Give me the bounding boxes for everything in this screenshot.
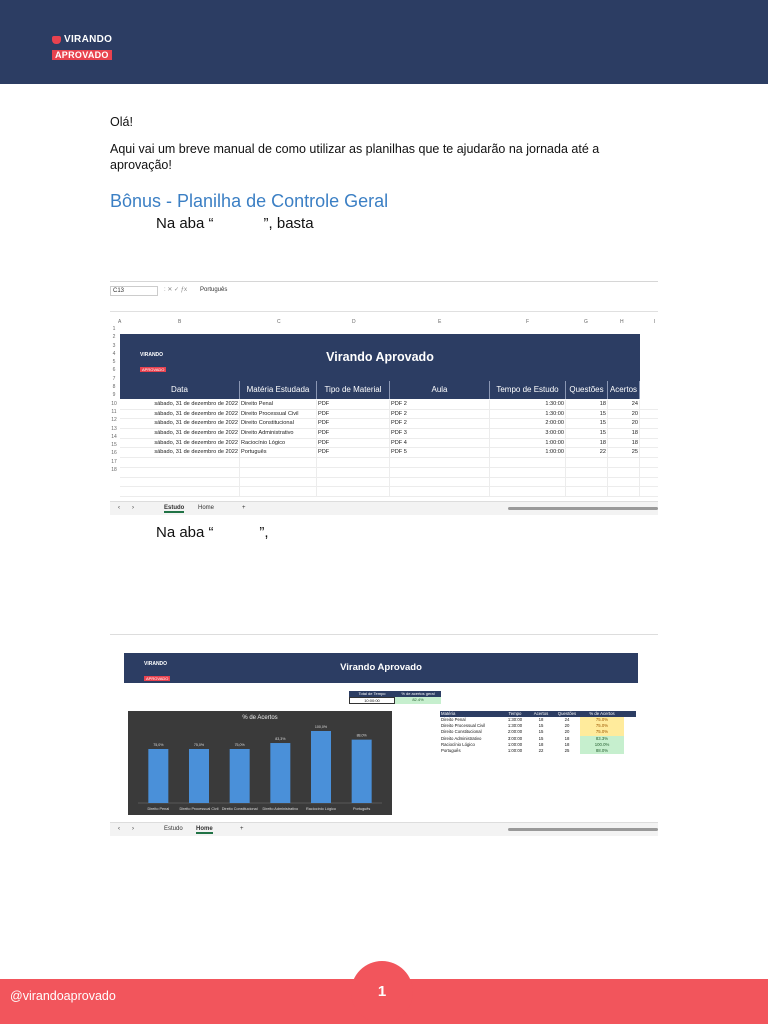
col-g[interactable]: G (584, 319, 588, 325)
home-banner (124, 653, 638, 683)
table-cell[interactable]: 15 (566, 419, 608, 428)
table-row (120, 478, 658, 488)
table-cell[interactable] (566, 487, 608, 496)
th-pct-acertos[interactable]: % de Acertos (589, 711, 615, 716)
formula-bar (110, 282, 658, 312)
chart-data-label: 100,0% (314, 725, 328, 729)
row-number[interactable]: 7 (112, 375, 116, 382)
summary-cell[interactable]: 22 (538, 747, 544, 753)
next-sheet-icon[interactable]: › (132, 826, 134, 832)
table-cell[interactable]: 18 (566, 400, 608, 409)
summary-cell[interactable]: 75.0% (580, 729, 624, 735)
row-number[interactable]: 17 (111, 458, 117, 465)
table-cell[interactable]: PDF 5 (390, 448, 490, 457)
row-number[interactable]: 12 (111, 417, 117, 424)
th-aula[interactable]: Aula (390, 381, 490, 399)
table-cell[interactable]: 18 (566, 439, 608, 448)
table-cell[interactable] (608, 478, 640, 487)
header-band (0, 0, 768, 84)
table-cell[interactable]: PDF 2 (390, 419, 490, 428)
kpi-accuracy-value[interactable]: 82.4% (395, 697, 441, 704)
chart-category-label: Português (353, 807, 371, 811)
table-cell[interactable]: sábado, 31 de dezembro de 2022 (120, 410, 240, 419)
chart-bar[interactable] (189, 749, 209, 803)
table-row (120, 468, 658, 478)
chart-data-label: 83,3% (275, 737, 286, 742)
th-acertos[interactable]: Acertos (533, 711, 549, 716)
table-cell[interactable] (608, 468, 640, 477)
row-number[interactable]: 11 (111, 408, 117, 415)
add-sheet-button[interactable]: + (242, 505, 246, 511)
table-cell[interactable]: 25 (608, 448, 640, 457)
table-cell[interactable]: sábado, 31 de dezembro de 2022 (120, 448, 240, 457)
chart-data-label: 75,0% (193, 743, 205, 747)
tab-estudo[interactable]: Estudo (164, 826, 183, 832)
table-cell[interactable]: PDF 2 (390, 400, 490, 409)
table-cell[interactable]: Português (240, 448, 317, 457)
table-row (120, 448, 658, 458)
col-a[interactable]: A (118, 319, 122, 325)
chart-bar[interactable] (148, 749, 168, 803)
table-row (120, 410, 658, 420)
table-cell[interactable]: PDF 4 (390, 439, 490, 448)
summary-cell[interactable]: 75.0% (580, 723, 624, 729)
th-tempo[interactable]: Tempo de Estudo (490, 381, 566, 399)
horizontal-scrollbar[interactable] (508, 828, 658, 831)
table-cell[interactable] (608, 458, 640, 467)
home-logo-line1: VIRANDO (144, 661, 168, 667)
summary-cell[interactable]: 2:00:00 (507, 729, 523, 735)
row-number[interactable]: 2 (112, 334, 116, 341)
home-logo-line2: APROVADO (146, 676, 169, 681)
logo (52, 34, 112, 63)
formula-value[interactable]: Português (200, 287, 228, 293)
th-data[interactable]: Data (120, 381, 240, 399)
col-c[interactable]: C (277, 319, 281, 325)
kpi-total-time-value[interactable]: 10:00:00 (349, 697, 395, 704)
summary-cell[interactable]: 18 (564, 735, 570, 741)
intro-text: Aqui vai um breve manual de como utilizar as planilhas que te ajudarão na jornada até a aprovação! (110, 142, 600, 172)
table-cell[interactable]: 22 (566, 448, 608, 457)
table-cell[interactable]: sábado, 31 de dezembro de 2022 (120, 439, 240, 448)
summary-cell[interactable]: Raciocínio Lógico (441, 741, 475, 747)
table-cell[interactable] (240, 478, 317, 487)
chart-bar[interactable] (352, 740, 372, 803)
table-cell[interactable]: 18 (608, 439, 640, 448)
col-e[interactable]: E (438, 319, 442, 325)
col-b[interactable]: B (178, 319, 182, 325)
table-cell[interactable]: 1:00:00 (490, 439, 566, 448)
step-2-text: Na aba “ ”, (156, 524, 269, 541)
row-number[interactable]: 15 (111, 442, 117, 449)
table-cell[interactable] (490, 458, 566, 467)
table-cell[interactable] (317, 487, 390, 496)
summary-cell[interactable]: 20 (564, 723, 570, 729)
chart-data-label: 75,0% (153, 743, 164, 747)
row-number[interactable]: 10 (111, 400, 117, 407)
section-title: Bônus - Planilha de Controle Geral (110, 191, 389, 211)
table-cell[interactable]: PDF (317, 400, 390, 409)
table-cell[interactable] (390, 478, 490, 487)
summary-cell[interactable]: 15 (538, 729, 544, 735)
summary-cell[interactable]: 15 (538, 735, 544, 741)
sheet-logo-line1: VIRANDO (140, 352, 164, 358)
table-cell[interactable]: sábado, 31 de dezembro de 2022 (120, 400, 240, 409)
spreadsheet-home (110, 634, 658, 836)
logo-line2: APROVADO (52, 50, 112, 60)
table-cell[interactable] (608, 487, 640, 496)
column-headers (110, 318, 658, 326)
table-cell[interactable]: 24 (608, 400, 640, 409)
table-cell[interactable] (317, 468, 390, 477)
table-row (120, 400, 658, 410)
summary-cell[interactable]: 88.0% (580, 748, 624, 754)
summary-cell[interactable]: Direito Constitucional (441, 729, 482, 735)
table-row (120, 487, 658, 497)
table-cell[interactable]: 20 (608, 419, 640, 428)
table-cell[interactable]: PDF (317, 448, 390, 457)
summary-cell[interactable]: 3:00:00 (507, 735, 523, 741)
table-cell[interactable] (240, 468, 317, 477)
summary-cell[interactable]: 83.3% (580, 736, 624, 742)
tab-estudo[interactable]: Estudo (164, 505, 185, 511)
col-h[interactable]: H (620, 319, 624, 325)
prev-sheet-icon[interactable]: ‹ (118, 505, 120, 511)
summary-cell[interactable]: 1:00:00 (507, 741, 523, 747)
chart-bar[interactable] (230, 749, 250, 803)
table-cell[interactable] (120, 468, 240, 477)
table-cell[interactable] (120, 478, 240, 487)
summary-cell[interactable]: 24 (564, 717, 570, 722)
summary-cell[interactable]: 75.0% (580, 717, 624, 723)
home-banner-title: Virando Aprovado (340, 662, 422, 673)
table-cell[interactable] (317, 478, 390, 487)
th-tempo[interactable]: Tempo (508, 711, 522, 716)
sheet-logo-line2: APROVADO (142, 367, 165, 372)
table-cell[interactable] (490, 478, 566, 487)
table-cell[interactable]: 1:30:00 (490, 410, 566, 419)
table-cell[interactable] (390, 487, 490, 496)
row-number[interactable]: 6 (112, 367, 116, 374)
next-sheet-icon[interactable]: › (132, 505, 134, 511)
table-cell[interactable] (240, 487, 317, 496)
table-cell[interactable] (390, 468, 490, 477)
table-row (120, 429, 658, 439)
col-i[interactable]: I (654, 319, 656, 325)
table-cell[interactable] (120, 458, 240, 467)
page-number: 1 (377, 983, 387, 1000)
accuracy-chart[interactable] (128, 711, 392, 815)
table-cell[interactable]: Direito Processual Civil (240, 410, 317, 419)
th-materia[interactable]: Matéria (441, 711, 456, 716)
th-tipo[interactable]: Tipo de Material (317, 381, 390, 399)
table-cell[interactable] (490, 487, 566, 496)
table-header (120, 381, 640, 399)
row-number[interactable]: 8 (112, 384, 116, 391)
greeting: Olá! (110, 115, 133, 129)
table-cell[interactable] (240, 458, 317, 467)
name-box[interactable]: C13 (110, 286, 158, 296)
table-cell[interactable] (566, 478, 608, 487)
table-cell[interactable] (490, 468, 566, 477)
chart-title: % de Acertos (242, 715, 278, 721)
tab-home[interactable]: Home (198, 505, 215, 511)
heart-icon (52, 36, 61, 44)
kpi-total-time-label: Total de Tempo (358, 691, 386, 696)
table-cell[interactable]: PDF (317, 439, 390, 448)
summary-cell[interactable]: 100.0% (580, 742, 624, 748)
table-cell[interactable]: Direito Administrativo (240, 429, 317, 438)
table-cell[interactable]: 15 (566, 429, 608, 438)
col-f[interactable]: F (526, 319, 530, 325)
table-row (120, 439, 658, 449)
spreadsheet-estudo (110, 281, 658, 515)
tab-home[interactable]: Home (196, 826, 213, 832)
chart-category-label: Direito Processual Civil (179, 807, 219, 811)
row-number[interactable]: 5 (112, 359, 116, 366)
table-cell[interactable]: 1:30:00 (490, 400, 566, 409)
summary-cell[interactable]: 15 (538, 723, 544, 729)
summary-cell[interactable]: 1:30:00 (507, 717, 523, 722)
summary-cell[interactable]: Direito Processual Civil (441, 723, 486, 729)
table-cell[interactable] (566, 458, 608, 467)
col-d[interactable]: D (352, 319, 356, 325)
chart-data-label: 75,0% (234, 743, 245, 747)
chart-data-label: 88,0% (356, 733, 367, 738)
table-cell[interactable]: PDF (317, 419, 390, 428)
fx-icon: : ✕ ✓ ƒx (164, 287, 188, 293)
summary-row (440, 748, 636, 754)
chart-category-label: Direito Penal (147, 807, 170, 811)
table-cell[interactable]: sábado, 31 de dezembro de 2022 (120, 419, 240, 428)
table-row (120, 419, 658, 429)
table-cell[interactable]: PDF 2 (390, 410, 490, 419)
table-cell[interactable]: Direito Penal (240, 400, 317, 409)
row-number[interactable]: 18 (111, 467, 117, 474)
add-sheet-button[interactable]: + (240, 826, 244, 832)
table-cell[interactable]: 18 (608, 429, 640, 438)
table-cell[interactable] (317, 458, 390, 467)
table-cell[interactable]: 1:00:00 (490, 448, 566, 457)
summary-cell[interactable]: 1:00:00 (507, 747, 523, 753)
row-number[interactable]: 1 (112, 326, 116, 332)
table-cell[interactable]: PDF (317, 429, 390, 438)
table-body (120, 400, 658, 497)
summary-cell[interactable]: Português (441, 747, 461, 753)
kpi-box (349, 691, 441, 704)
table-cell[interactable]: Raciocínio Lógico (240, 439, 317, 448)
row-number[interactable]: 14 (111, 433, 117, 440)
prev-sheet-icon[interactable]: ‹ (118, 826, 120, 832)
footer-handle[interactable]: @virandoaprovado (10, 989, 116, 1003)
row-number[interactable]: 9 (112, 392, 116, 399)
logo-line1: VIRANDO (64, 34, 113, 45)
row-number[interactable]: 13 (111, 425, 117, 432)
row-number[interactable]: 4 (112, 350, 116, 357)
table-cell[interactable]: Direito Constitucional (240, 419, 317, 428)
chart-svg (128, 711, 392, 815)
table-row (120, 458, 658, 468)
th-materia[interactable]: Matéria Estudada (240, 381, 317, 399)
summary-cell[interactable]: 18 (538, 741, 544, 747)
sheet-banner (120, 334, 640, 381)
th-questoes[interactable]: Questões (566, 381, 608, 399)
chart-category-label: Direito Constitucional (221, 807, 258, 811)
sheet-banner-title: Virando Aprovado (326, 350, 434, 364)
summary-cell[interactable]: Direito Administrativo (441, 735, 482, 741)
table-cell[interactable] (566, 468, 608, 477)
sheet-tab-bar (110, 501, 658, 515)
table-cell[interactable]: 15 (566, 410, 608, 419)
summary-cell[interactable]: 20 (564, 729, 570, 735)
table-cell[interactable]: 20 (608, 410, 640, 419)
row-numbers (110, 326, 118, 475)
table-cell[interactable]: PDF 3 (390, 429, 490, 438)
home-tab-bar (110, 822, 658, 836)
summary-cell[interactable]: 25 (564, 747, 570, 753)
summary-cell[interactable]: 18 (538, 717, 544, 722)
summary-cell[interactable]: Direito Penal (441, 717, 466, 722)
row-number[interactable]: 16 (111, 450, 117, 457)
table-cell[interactable]: 3:00:00 (490, 429, 566, 438)
step-1-text: Na aba “ ”, basta (156, 215, 314, 232)
horizontal-scrollbar[interactable] (508, 507, 658, 510)
table-cell[interactable]: sábado, 31 de dezembro de 2022 (120, 429, 240, 438)
summary-table (440, 711, 636, 754)
chart-bar[interactable] (311, 731, 331, 803)
chart-bar[interactable] (270, 743, 290, 803)
th-acertos[interactable]: Acertos (608, 381, 640, 399)
table-cell[interactable] (120, 487, 240, 496)
kpi-accuracy-label: % de acertos geral (401, 691, 435, 696)
chart-category-label: Direito Administrativo (262, 807, 299, 811)
th-questoes[interactable]: Questões (557, 711, 577, 716)
table-cell[interactable]: 2:00:00 (490, 419, 566, 428)
chart-category-label: Raciocínio Lógico (306, 807, 336, 811)
summary-cell[interactable]: 1:30:00 (507, 723, 523, 729)
summary-cell[interactable]: 18 (564, 741, 570, 747)
row-number[interactable]: 3 (112, 342, 116, 349)
table-cell[interactable]: PDF (317, 410, 390, 419)
table-cell[interactable] (390, 458, 490, 467)
